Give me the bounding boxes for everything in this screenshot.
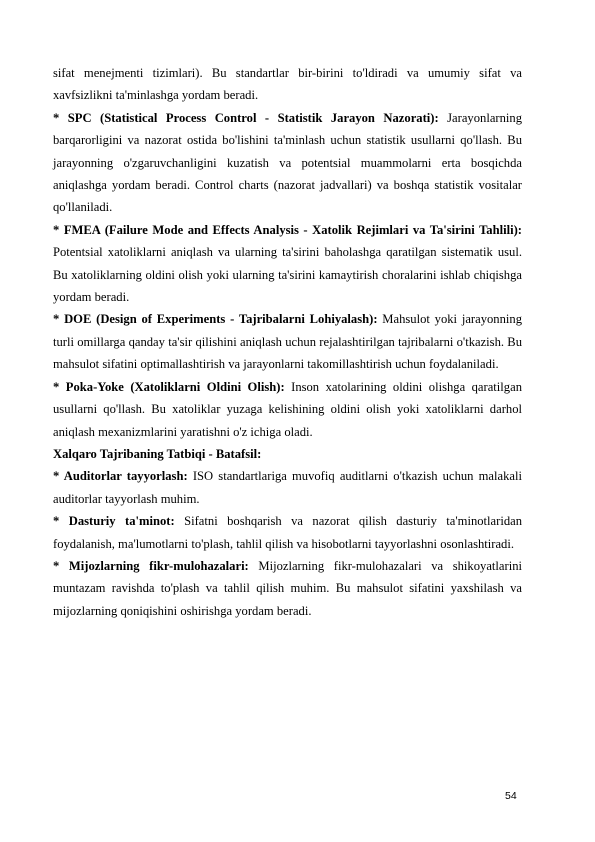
paragraph-standards-summary xyxy=(53,62,522,107)
paragraph-text: Potentsial xatoliklarni aniqlash va ularning ta'sirini baholashga qaratilgan sistematik usul. Bu xatoliklarning oldini olish yoki ularning ta'sirini kamaytirish choralarini ishlab chiqishga yordam beradi. xyxy=(53,245,522,305)
paragraph-auditors xyxy=(53,465,522,510)
term-auditors: * Auditorlar tayyorlash: xyxy=(53,469,188,484)
paragraph-text: ISO standartlariga muvofiq auditlarni o'tkazish uchun malakali auditorlar tayyorlash muhim. xyxy=(53,469,522,506)
page-body xyxy=(53,62,522,622)
term-fmea: * FMEA (Failure Mode and Effects Analysis - Xatolik Rejimlari va Ta'sirini Tahlili): xyxy=(53,222,522,237)
term-software: * Dasturiy ta'minot: xyxy=(53,514,175,529)
paragraph-text: Mahsulot yoki jarayonning turli omillarga qanday ta'sir qilishini aniqlash uchun rejalashtirilgan tajribalarni o'tkazish. Bu mahsulot sifatini optimallashtirish va jarayonlarni takomillashtirish uchun foydalaniladi. xyxy=(53,312,522,372)
term-spc: * SPC (Statistical Process Control - Statistik Jarayon Nazorati): xyxy=(53,110,439,125)
paragraph-poka-yoke xyxy=(53,376,522,443)
paragraph-text: Inson xatolarining oldini olishga qaratilgan usullarni qo'llash. Bu xatoliklar yuzaga kelishining oldini olish yoki xatoliklarni darhol aniqlash mexanizmlarini yaratishni o'z ichiga oladi. xyxy=(53,379,522,439)
paragraph-text: Mijozlarning fikr-mulohazalari va shikoyatlarini muntazam ravishda to'plash va tahlil qilish muhim. Bu mahsulot sifatini yaxshilash va mijozlarning qoniqishini oshirishga yordam beradi. xyxy=(53,558,522,618)
paragraph-text: Jarayonlarning barqarorligini va nazorat ostida bo'lishini ta'minlash uchun statistik usullarni qo'llash. Bu jarayonning o'zgaruvchanligini kuzatish va potentsial muammolarni erta bosqichda aniqlashga yordam beradi. Control charts (nazorat jadvallari) va boshqa statistik vositalar qo'llaniladi. xyxy=(53,110,522,215)
paragraph-text: Sifatni boshqarish va nazorat qilish dasturiy ta'minotlaridan foydalanish, ma'lumotlarni to'plash, tahlil qilish va hisobotlarni tayyorlashni osonlashtiradi. xyxy=(53,514,523,551)
paragraph-text: sifat menejmenti tizimlari). Bu standartlar bir-birini to'ldiradi va umumiy sifat va xavfsizlikni ta'minlashga yordam beradi. xyxy=(53,66,522,103)
term-doe: * DOE (Design of Experiments - Tajribalarni Lohiyalash): xyxy=(53,312,378,327)
paragraph-customer-feedback xyxy=(53,555,522,622)
section-heading: Xalqaro Tajribaning Tatbiqi - Batafsil: xyxy=(53,446,262,461)
page-number: 54 xyxy=(505,790,517,802)
paragraph-spc xyxy=(53,107,522,219)
term-customer-feedback: * Mijozlarning fikr-mulohazalari: xyxy=(53,558,249,573)
paragraph-software xyxy=(53,510,522,555)
term-poka-yoke: * Poka-Yoke (Xatoliklarni Oldini Olish): xyxy=(53,379,285,394)
paragraph-doe xyxy=(53,308,522,375)
paragraph-fmea xyxy=(53,219,522,309)
